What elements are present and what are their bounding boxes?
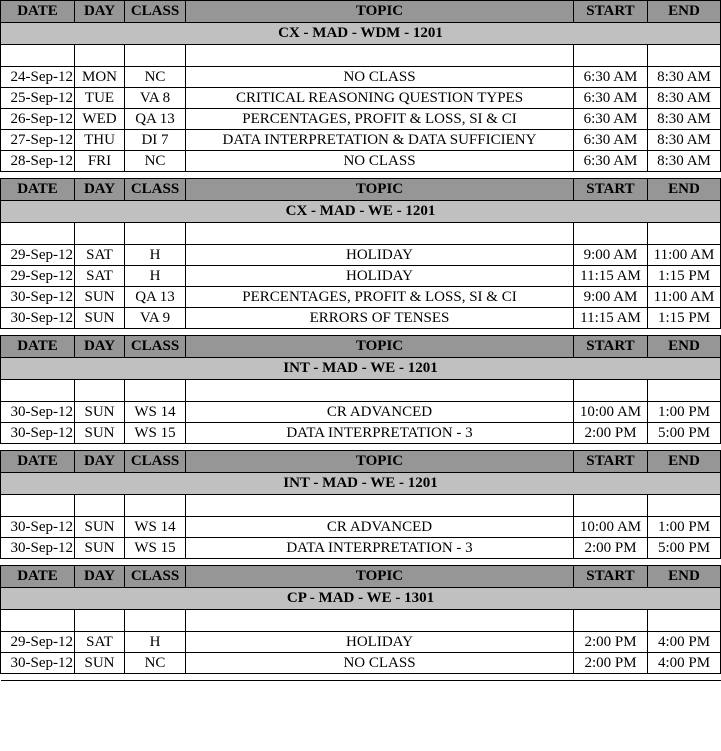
column-header-day: DAY <box>75 566 125 588</box>
cell-topic: NO CLASS <box>186 653 574 674</box>
empty-cell <box>75 45 125 67</box>
cell-class: DI 7 <box>125 130 186 151</box>
cell-date: 30-Sep-12 <box>1 423 75 444</box>
column-header-day: DAY <box>75 336 125 358</box>
cell-end: 11:00 AM <box>648 287 721 308</box>
empty-cell <box>574 380 648 402</box>
cell-end: 8:30 AM <box>648 130 721 151</box>
cell-day: SUN <box>75 402 125 423</box>
cell-day: WED <box>75 109 125 130</box>
table-row <box>1 130 721 151</box>
empty-cell <box>1 223 75 245</box>
spacer-row <box>1 674 721 681</box>
cell-topic: DATA INTERPRETATION & DATA SUFFICIENY <box>186 130 574 151</box>
spacer-cell <box>1 329 721 336</box>
cell-date: 30-Sep-12 <box>1 308 75 329</box>
column-header-topic: TOPIC <box>186 336 574 358</box>
cell-start: 6:30 AM <box>574 130 648 151</box>
cell-day: SUN <box>75 423 125 444</box>
cell-date: 27-Sep-12 <box>1 130 75 151</box>
section-title: CX - MAD - WE - 1201 <box>1 201 721 223</box>
empty-cell <box>1 380 75 402</box>
cell-topic: DATA INTERPRETATION - 3 <box>186 423 574 444</box>
cell-start: 6:30 AM <box>574 151 648 172</box>
cell-end: 11:00 AM <box>648 245 721 266</box>
empty-cell <box>75 380 125 402</box>
cell-topic: CR ADVANCED <box>186 517 574 538</box>
cell-end: 4:00 PM <box>648 653 721 674</box>
section-title-row <box>1 473 721 495</box>
cell-end: 1:00 PM <box>648 402 721 423</box>
cell-class: NC <box>125 151 186 172</box>
cell-end: 5:00 PM <box>648 538 721 559</box>
spacer-cell <box>1 172 721 179</box>
table-row <box>1 287 721 308</box>
section-title: CP - MAD - WE - 1301 <box>1 588 721 610</box>
cell-date: 25-Sep-12 <box>1 88 75 109</box>
column-header-topic: TOPIC <box>186 179 574 201</box>
cell-class: VA 9 <box>125 308 186 329</box>
blank-row <box>1 380 721 402</box>
cell-class: WS 15 <box>125 538 186 559</box>
cell-topic: PERCENTAGES, PROFIT & LOSS, SI & CI <box>186 109 574 130</box>
section-title-row <box>1 588 721 610</box>
spacer-cell <box>1 559 721 566</box>
cell-class: QA 13 <box>125 109 186 130</box>
cell-date: 30-Sep-12 <box>1 538 75 559</box>
column-header-start: START <box>574 179 648 201</box>
cell-date: 29-Sep-12 <box>1 245 75 266</box>
cell-topic: PERCENTAGES, PROFIT & LOSS, SI & CI <box>186 287 574 308</box>
cell-start: 6:30 AM <box>574 109 648 130</box>
column-header-end: END <box>648 566 721 588</box>
empty-cell <box>186 495 574 517</box>
table-row <box>1 402 721 423</box>
cell-topic: NO CLASS <box>186 67 574 88</box>
cell-date: 29-Sep-12 <box>1 632 75 653</box>
column-header-class: CLASS <box>125 566 186 588</box>
empty-cell <box>1 45 75 67</box>
cell-start: 2:00 PM <box>574 423 648 444</box>
column-header-start: START <box>574 566 648 588</box>
cell-date: 26-Sep-12 <box>1 109 75 130</box>
empty-cell <box>574 45 648 67</box>
empty-cell <box>75 495 125 517</box>
column-header-class: CLASS <box>125 451 186 473</box>
spacer-row <box>1 559 721 566</box>
table-row <box>1 538 721 559</box>
cell-day: MON <box>75 67 125 88</box>
cell-end: 1:15 PM <box>648 308 721 329</box>
cell-topic: CRITICAL REASONING QUESTION TYPES <box>186 88 574 109</box>
empty-cell <box>186 610 574 632</box>
column-header-class: CLASS <box>125 1 186 23</box>
table-row <box>1 88 721 109</box>
cell-day: FRI <box>75 151 125 172</box>
empty-cell <box>648 610 721 632</box>
table-row <box>1 653 721 674</box>
empty-cell <box>648 223 721 245</box>
column-header-topic: TOPIC <box>186 566 574 588</box>
cell-date: 28-Sep-12 <box>1 151 75 172</box>
column-header-end: END <box>648 451 721 473</box>
column-header-date: DATE <box>1 179 75 201</box>
column-header-end: END <box>648 179 721 201</box>
cell-class: NC <box>125 67 186 88</box>
cell-start: 6:30 AM <box>574 88 648 109</box>
cell-end: 5:00 PM <box>648 423 721 444</box>
cell-day: TUE <box>75 88 125 109</box>
cell-day: THU <box>75 130 125 151</box>
table-row <box>1 632 721 653</box>
empty-cell <box>648 495 721 517</box>
cell-end: 4:00 PM <box>648 632 721 653</box>
column-header-day: DAY <box>75 451 125 473</box>
spacer-row <box>1 329 721 336</box>
cell-topic: CR ADVANCED <box>186 402 574 423</box>
column-header-date: DATE <box>1 1 75 23</box>
column-header-day: DAY <box>75 179 125 201</box>
cell-class: VA 8 <box>125 88 186 109</box>
column-header-topic: TOPIC <box>186 451 574 473</box>
cell-topic: NO CLASS <box>186 151 574 172</box>
column-header-row <box>1 179 721 201</box>
section-title-row <box>1 23 721 45</box>
cell-date: 29-Sep-12 <box>1 266 75 287</box>
cell-start: 2:00 PM <box>574 632 648 653</box>
cell-day: SUN <box>75 517 125 538</box>
cell-day: SAT <box>75 266 125 287</box>
table-row <box>1 517 721 538</box>
cell-day: SUN <box>75 287 125 308</box>
cell-class: H <box>125 266 186 287</box>
column-header-end: END <box>648 336 721 358</box>
column-header-class: CLASS <box>125 179 186 201</box>
cell-date: 30-Sep-12 <box>1 517 75 538</box>
schedule-body <box>1 1 721 681</box>
column-header-start: START <box>574 336 648 358</box>
cell-date: 24-Sep-12 <box>1 67 75 88</box>
empty-cell <box>574 610 648 632</box>
empty-cell <box>648 380 721 402</box>
empty-cell <box>125 495 186 517</box>
cell-day: SAT <box>75 632 125 653</box>
empty-cell <box>574 223 648 245</box>
cell-start: 10:00 AM <box>574 517 648 538</box>
column-header-start: START <box>574 1 648 23</box>
cell-topic: DATA INTERPRETATION - 3 <box>186 538 574 559</box>
column-header-day: DAY <box>75 1 125 23</box>
cell-end: 8:30 AM <box>648 151 721 172</box>
cell-class: WS 15 <box>125 423 186 444</box>
column-header-row <box>1 1 721 23</box>
section-title-row <box>1 201 721 223</box>
empty-cell <box>186 45 574 67</box>
column-header-class: CLASS <box>125 336 186 358</box>
cell-date: 30-Sep-12 <box>1 653 75 674</box>
cell-start: 10:00 AM <box>574 402 648 423</box>
column-header-row <box>1 566 721 588</box>
cell-class: H <box>125 632 186 653</box>
cell-start: 11:15 AM <box>574 308 648 329</box>
cell-class: NC <box>125 653 186 674</box>
cell-day: SUN <box>75 308 125 329</box>
spacer-cell <box>1 674 721 681</box>
blank-row <box>1 45 721 67</box>
cell-class: WS 14 <box>125 402 186 423</box>
cell-date: 30-Sep-12 <box>1 287 75 308</box>
empty-cell <box>125 223 186 245</box>
cell-start: 9:00 AM <box>574 287 648 308</box>
column-header-topic: TOPIC <box>186 1 574 23</box>
column-header-end: END <box>648 1 721 23</box>
column-header-date: DATE <box>1 336 75 358</box>
cell-topic: HOLIDAY <box>186 245 574 266</box>
section-title: INT - MAD - WE - 1201 <box>1 473 721 495</box>
cell-end: 8:30 AM <box>648 109 721 130</box>
cell-topic: ERRORS OF TENSES <box>186 308 574 329</box>
cell-end: 8:30 AM <box>648 67 721 88</box>
empty-cell <box>1 495 75 517</box>
section-title: INT - MAD - WE - 1201 <box>1 358 721 380</box>
empty-cell <box>648 45 721 67</box>
cell-day: SUN <box>75 653 125 674</box>
cell-start: 2:00 PM <box>574 653 648 674</box>
cell-start: 6:30 AM <box>574 67 648 88</box>
cell-start: 9:00 AM <box>574 245 648 266</box>
empty-cell <box>75 610 125 632</box>
spacer-row <box>1 172 721 179</box>
cell-end: 1:15 PM <box>648 266 721 287</box>
blank-row <box>1 495 721 517</box>
empty-cell <box>75 223 125 245</box>
cell-class: QA 13 <box>125 287 186 308</box>
cell-date: 30-Sep-12 <box>1 402 75 423</box>
cell-class: H <box>125 245 186 266</box>
column-header-start: START <box>574 451 648 473</box>
cell-start: 11:15 AM <box>574 266 648 287</box>
section-title-row <box>1 358 721 380</box>
cell-start: 2:00 PM <box>574 538 648 559</box>
table-row <box>1 423 721 444</box>
empty-cell <box>125 45 186 67</box>
cell-topic: HOLIDAY <box>186 632 574 653</box>
cell-topic: HOLIDAY <box>186 266 574 287</box>
empty-cell <box>125 610 186 632</box>
cell-day: SAT <box>75 245 125 266</box>
cell-end: 8:30 AM <box>648 88 721 109</box>
blank-row <box>1 223 721 245</box>
column-header-date: DATE <box>1 566 75 588</box>
cell-day: SUN <box>75 538 125 559</box>
spacer-row <box>1 444 721 451</box>
table-row <box>1 245 721 266</box>
empty-cell <box>186 223 574 245</box>
column-header-row <box>1 451 721 473</box>
cell-class: WS 14 <box>125 517 186 538</box>
column-header-row <box>1 336 721 358</box>
column-header-date: DATE <box>1 451 75 473</box>
table-row <box>1 266 721 287</box>
table-row <box>1 109 721 130</box>
empty-cell <box>125 380 186 402</box>
empty-cell <box>186 380 574 402</box>
section-title: CX - MAD - WDM - 1201 <box>1 23 721 45</box>
cell-end: 1:00 PM <box>648 517 721 538</box>
table-row <box>1 151 721 172</box>
empty-cell <box>574 495 648 517</box>
table-row <box>1 308 721 329</box>
table-row <box>1 67 721 88</box>
empty-cell <box>1 610 75 632</box>
blank-row <box>1 610 721 632</box>
spacer-cell <box>1 444 721 451</box>
